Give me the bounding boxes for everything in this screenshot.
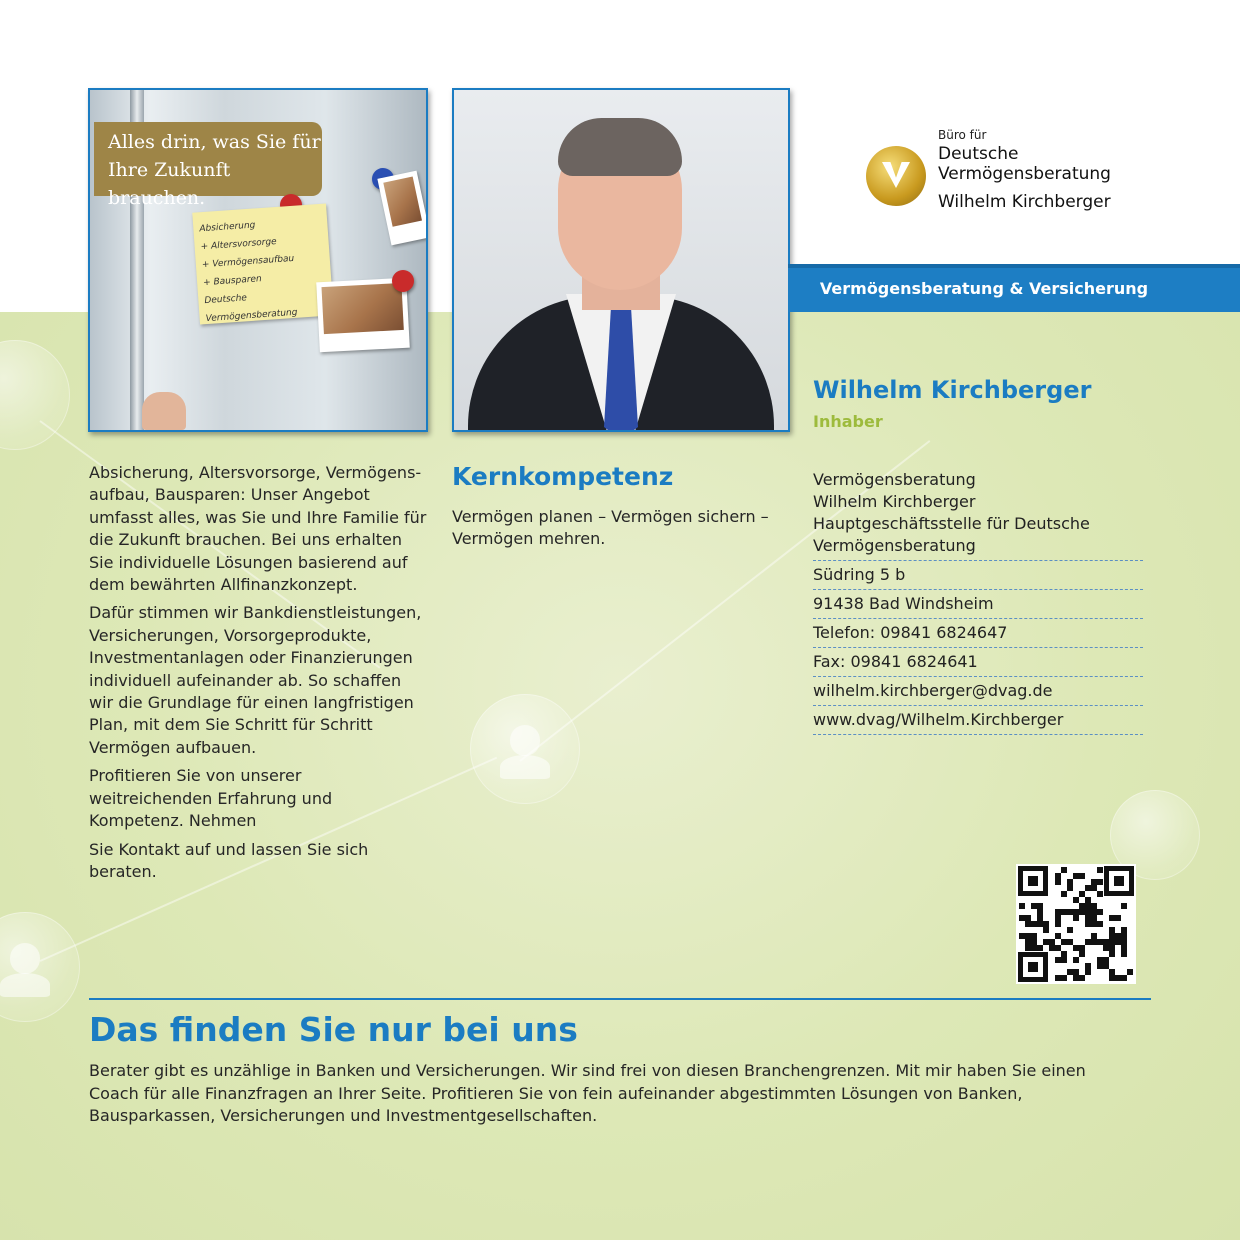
logo-line-2: Vermögensberatung [938,164,1111,184]
fridge-image [88,88,428,432]
contact-company: Vermögensberatung Wilhelm Kirchberger Hauptgeschäftsstelle für Deutsche Vermögensberatung [813,469,1143,561]
qr-module [1121,903,1127,909]
qr-module [1073,957,1079,963]
qr-module [1067,885,1073,891]
qr-code[interactable] [1016,864,1136,984]
portrait-photo [452,88,790,432]
sticky-note [192,203,333,324]
qr-module [1037,945,1043,951]
qr-module [1043,927,1049,933]
logo-small-text: Büro für [938,128,987,142]
contact-street: Südring 5 b [813,561,1143,590]
qr-module [1055,879,1061,885]
qr-module [1079,951,1085,957]
note-line: + Bausparen [202,274,263,289]
qr-finder [1018,866,1048,896]
contact-block [813,469,1143,735]
qr-module [1061,867,1067,873]
person-role: Inhaber [813,412,883,431]
bottom-text: Berater gibt es unzählige in Banken und Versicherungen. Wir sind frei von diesen Branchengrenzen. Mit mir haben Sie einen Coach für alle Finanzfragen an Ihrer Seite. Profitieren Sie von fein aufeinander abgestimmten Lösungen von Banken, Bausparkassen, Versicherungen und Investmentgesellschaften. [89,1061,1086,1126]
qr-module [1115,915,1121,921]
qr-module [1079,975,1085,981]
note-line: + Altersvorsorge [200,237,278,253]
qr-module [1061,957,1067,963]
kern-title: Kernkompetenz [452,462,674,491]
qr-module [1085,969,1091,975]
contact-phone[interactable]: Telefon: 09841 6824647 [813,619,1143,648]
contact-city: 91438 Bad Windsheim [813,590,1143,619]
dvag-logo [866,128,1126,218]
image-banner: Alles drin, was Sie für Ihre Zukunft brauchen. [94,122,322,196]
contact-fax: Fax: 09841 6824641 [813,648,1143,677]
qr-module [1067,927,1073,933]
dvag-emblem-icon [866,146,926,206]
qr-module [1019,903,1025,909]
qr-finder [1018,952,1048,982]
qr-module [1079,873,1085,879]
logo-line-1: Deutsche [938,144,1019,164]
section-divider [89,998,1151,1000]
qr-module [1097,891,1103,897]
magnet-red [392,270,414,292]
polaroid-photo [377,171,428,246]
qr-module [1109,951,1115,957]
service-banner [788,264,1240,312]
service-banner-label: Vermögensberatung & Versicherung [819,278,1149,298]
intro-paragraph: Absicherung, Altersvorsorge, Vermögens-aufbau, Bausparen: Unser Angebot umfasst alles, was Sie und Ihre Familie für die Zukunft brauchen. Bei uns erhalten Sie individuelle Lösungen basierend auf dem bewährten Allfinanzkonzept. [89,463,427,595]
intro-paragraph: Profitieren Sie von unserer weitreichenden Erfahrung und Kompetenz. Nehmen [89,766,333,831]
intro-paragraph: Sie Kontakt auf und lassen Sie sich beraten. [89,839,369,881]
person-name: Wilhelm Kirchberger [813,376,1092,404]
person-bubble-icon [470,694,580,804]
note-line: + Vermögensaufbau [201,253,295,271]
qr-module [1121,951,1127,957]
bottom-title: Das finden Sie nur bei uns [89,1010,578,1049]
qr-module [1121,975,1127,981]
qr-module [1097,867,1103,873]
logo-owner: Wilhelm Kirchberger [938,192,1111,212]
note-line: Deutsche Vermögensberatung [204,293,298,325]
hair [558,118,682,176]
intro-text [89,462,429,889]
contact-website-link[interactable]: www.dvag/Wilhelm.Kirchberger [813,706,1143,735]
qr-finder [1104,866,1134,896]
intro-paragraph: Dafür stimmen wir Bankdienstleistungen, Versicherungen, Vorsorgeprodukte, Investmentanlagen oder Finanzierungen individuell aufeinander ab. So schaffen wir die Grundlage für einen langfristigen Plan, mit dem Sie Schritt für Schritt Vermögen aufbauen. [89,603,422,757]
kern-text: Vermögen planen – Vermögen sichern – Vermögen mehren. [452,507,769,548]
hand [142,392,186,430]
qr-module [1073,915,1079,921]
qr-module [1097,879,1103,885]
qr-module [1061,891,1067,897]
qr-module [1097,909,1103,915]
note-line: Absicherung [199,220,256,235]
qr-module [1055,921,1061,927]
qr-module [1127,969,1133,975]
qr-module [1061,975,1067,981]
qr-module [1097,921,1103,927]
contact-email-link[interactable]: wilhelm.kirchberger@dvag.de [813,677,1143,706]
